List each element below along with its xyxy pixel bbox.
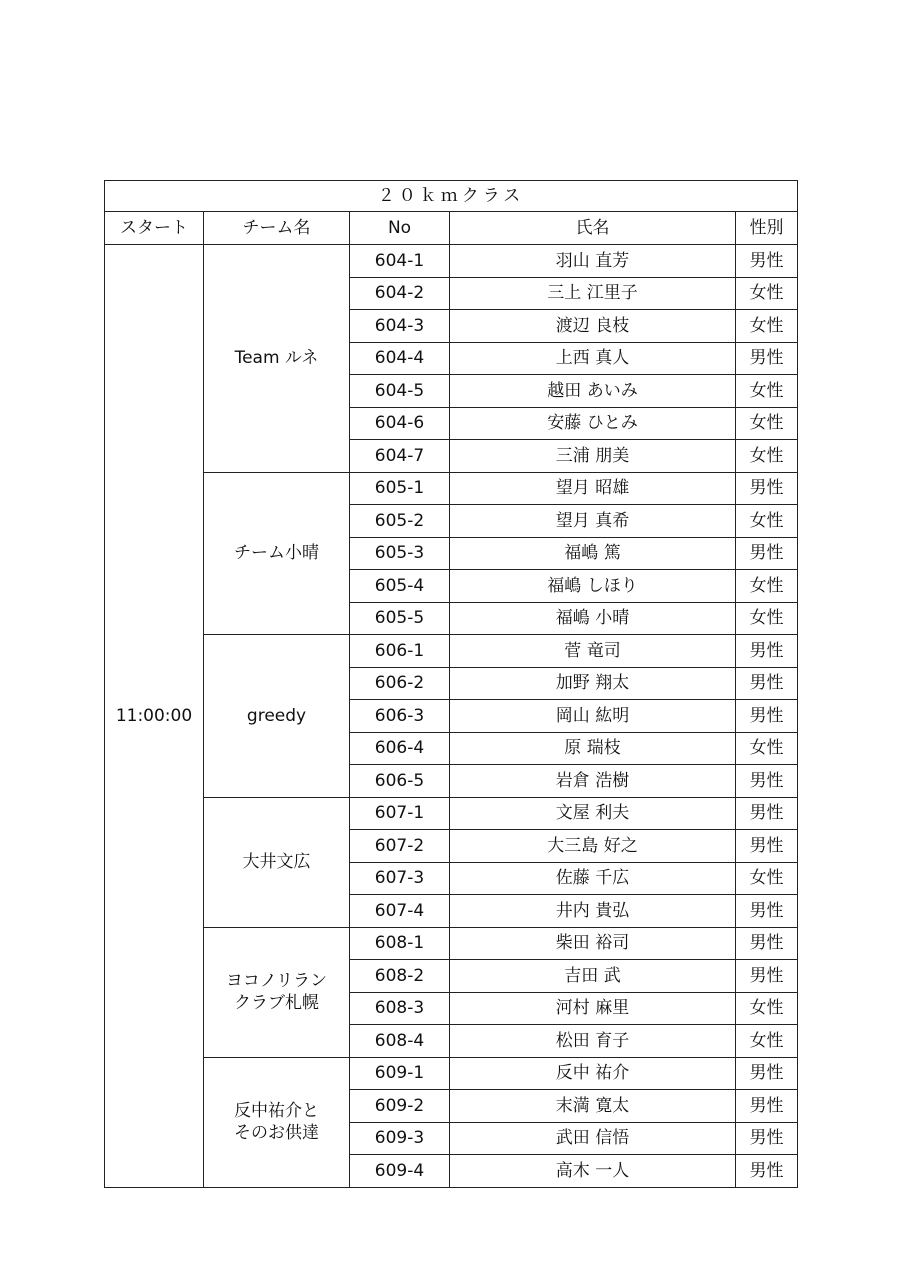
bib-number: 604-6 (350, 407, 450, 440)
team-name-line: クラブ札幌 (234, 993, 319, 1013)
runner-gender: 男性 (736, 830, 798, 863)
runner-gender: 女性 (736, 732, 798, 765)
runner-name: 河村 麻里 (450, 992, 736, 1025)
runner-gender: 女性 (736, 1025, 798, 1058)
table-row (105, 635, 798, 668)
team-name (204, 472, 350, 635)
bib-number: 608-3 (350, 992, 450, 1025)
table-row (105, 245, 798, 278)
runner-gender: 男性 (736, 765, 798, 798)
runner-name: 福嶋 しほり (450, 570, 736, 603)
bib-number: 604-4 (350, 342, 450, 375)
runner-name: 加野 翔太 (450, 667, 736, 700)
runner-name: 望月 昭雄 (450, 472, 736, 505)
runner-gender: 女性 (736, 310, 798, 343)
runner-gender: 男性 (736, 537, 798, 570)
team-name (204, 635, 350, 798)
runner-gender: 女性 (736, 602, 798, 635)
bib-number: 606-2 (350, 667, 450, 700)
bib-number: 607-4 (350, 895, 450, 928)
runner-gender: 男性 (736, 700, 798, 733)
runner-name: 渡辺 良枝 (450, 310, 736, 343)
team-name-line: greedy (246, 705, 307, 726)
bib-number: 608-1 (350, 927, 450, 960)
runner-name: 三上 江里子 (450, 277, 736, 310)
team-name-line: 反中祐介と (234, 1101, 319, 1121)
bib-number: 609-4 (350, 1155, 450, 1188)
runner-gender: 男性 (736, 1155, 798, 1188)
bib-number: 606-3 (350, 700, 450, 733)
bib-number: 608-2 (350, 960, 450, 993)
runner-gender: 男性 (736, 797, 798, 830)
runner-gender: 男性 (736, 1057, 798, 1090)
team-name (204, 1057, 350, 1187)
class-title: ２０ｋｍクラス (105, 181, 798, 212)
title-row (105, 181, 798, 212)
header-gender: 性別 (736, 212, 798, 245)
runner-name: 反中 祐介 (450, 1057, 736, 1090)
bib-number: 604-5 (350, 375, 450, 408)
runner-gender: 女性 (736, 505, 798, 538)
bib-number: 606-1 (350, 635, 450, 668)
runner-name: 越田 あいみ (450, 375, 736, 408)
runner-name: 福嶋 篤 (450, 537, 736, 570)
team-name-line: チーム小晴 (234, 543, 319, 564)
bib-number: 607-1 (350, 797, 450, 830)
runner-gender: 男性 (736, 472, 798, 505)
bib-number: 606-4 (350, 732, 450, 765)
runner-gender: 男性 (736, 1090, 798, 1123)
team-name-line: そのお供達 (234, 1123, 319, 1143)
runner-name: 望月 真希 (450, 505, 736, 538)
runner-name: 羽山 直芳 (450, 245, 736, 278)
bib-number: 607-2 (350, 830, 450, 863)
runner-gender: 女性 (736, 992, 798, 1025)
runner-name: 佐藤 千広 (450, 862, 736, 895)
runner-gender: 男性 (736, 667, 798, 700)
bib-number: 604-3 (350, 310, 450, 343)
table-row (105, 797, 798, 830)
runner-gender: 女性 (736, 570, 798, 603)
runner-name: 原 瑞枝 (450, 732, 736, 765)
bib-number: 606-5 (350, 765, 450, 798)
runner-gender: 男性 (736, 895, 798, 928)
runner-gender: 女性 (736, 407, 798, 440)
runner-name: 菅 竜司 (450, 635, 736, 668)
runner-name: 大三島 好之 (450, 830, 736, 863)
team-name (204, 927, 350, 1057)
runner-name: 上西 真人 (450, 342, 736, 375)
runner-gender: 男性 (736, 245, 798, 278)
runner-gender: 男性 (736, 342, 798, 375)
team-name (204, 797, 350, 927)
table-row (105, 1057, 798, 1090)
team-name-line: ヨコノリラン (225, 971, 328, 991)
runner-gender: 男性 (736, 960, 798, 993)
bib-number: 604-2 (350, 277, 450, 310)
bib-number: 605-1 (350, 472, 450, 505)
table-row (105, 472, 798, 505)
runner-gender: 女性 (736, 440, 798, 473)
bib-number: 609-3 (350, 1122, 450, 1155)
bib-number: 607-3 (350, 862, 450, 895)
runner-name: 福嶋 小晴 (450, 602, 736, 635)
runner-gender: 男性 (736, 1122, 798, 1155)
start-time: 11:00:00 (105, 245, 204, 1188)
runner-name: 岩倉 浩樹 (450, 765, 736, 798)
team-name-line: 大井文広 (242, 852, 311, 872)
bib-number: 605-3 (350, 537, 450, 570)
header-team: チーム名 (204, 212, 350, 245)
header-row (105, 212, 798, 245)
bib-number: 609-1 (350, 1057, 450, 1090)
runner-name: 末満 寛太 (450, 1090, 736, 1123)
runner-gender: 男性 (736, 635, 798, 668)
bib-number: 605-2 (350, 505, 450, 538)
bib-number: 604-7 (350, 440, 450, 473)
runner-gender: 女性 (736, 862, 798, 895)
bib-number: 605-5 (350, 602, 450, 635)
team-name-line: Team ルネ (234, 348, 319, 369)
runner-gender: 女性 (736, 375, 798, 408)
header-no: No (350, 212, 450, 245)
runner-name: 安藤 ひとみ (450, 407, 736, 440)
bib-number: 609-2 (350, 1090, 450, 1123)
bib-number: 608-4 (350, 1025, 450, 1058)
table-row (105, 927, 798, 960)
runner-gender: 女性 (736, 277, 798, 310)
runner-name: 吉田 武 (450, 960, 736, 993)
runner-name: 松田 育子 (450, 1025, 736, 1058)
runner-name: 岡山 紘明 (450, 700, 736, 733)
runner-gender: 男性 (736, 927, 798, 960)
roster-table (104, 180, 798, 1188)
header-start: スタート (105, 212, 204, 245)
bib-number: 605-4 (350, 570, 450, 603)
bib-number: 604-1 (350, 245, 450, 278)
runner-name: 柴田 裕司 (450, 927, 736, 960)
runner-name: 井内 貴弘 (450, 895, 736, 928)
runner-name: 高木 一人 (450, 1155, 736, 1188)
runner-name: 三浦 朋美 (450, 440, 736, 473)
runner-name: 武田 信悟 (450, 1122, 736, 1155)
runner-name: 文屋 利夫 (450, 797, 736, 830)
header-name: 氏名 (450, 212, 736, 245)
team-name (204, 245, 350, 473)
